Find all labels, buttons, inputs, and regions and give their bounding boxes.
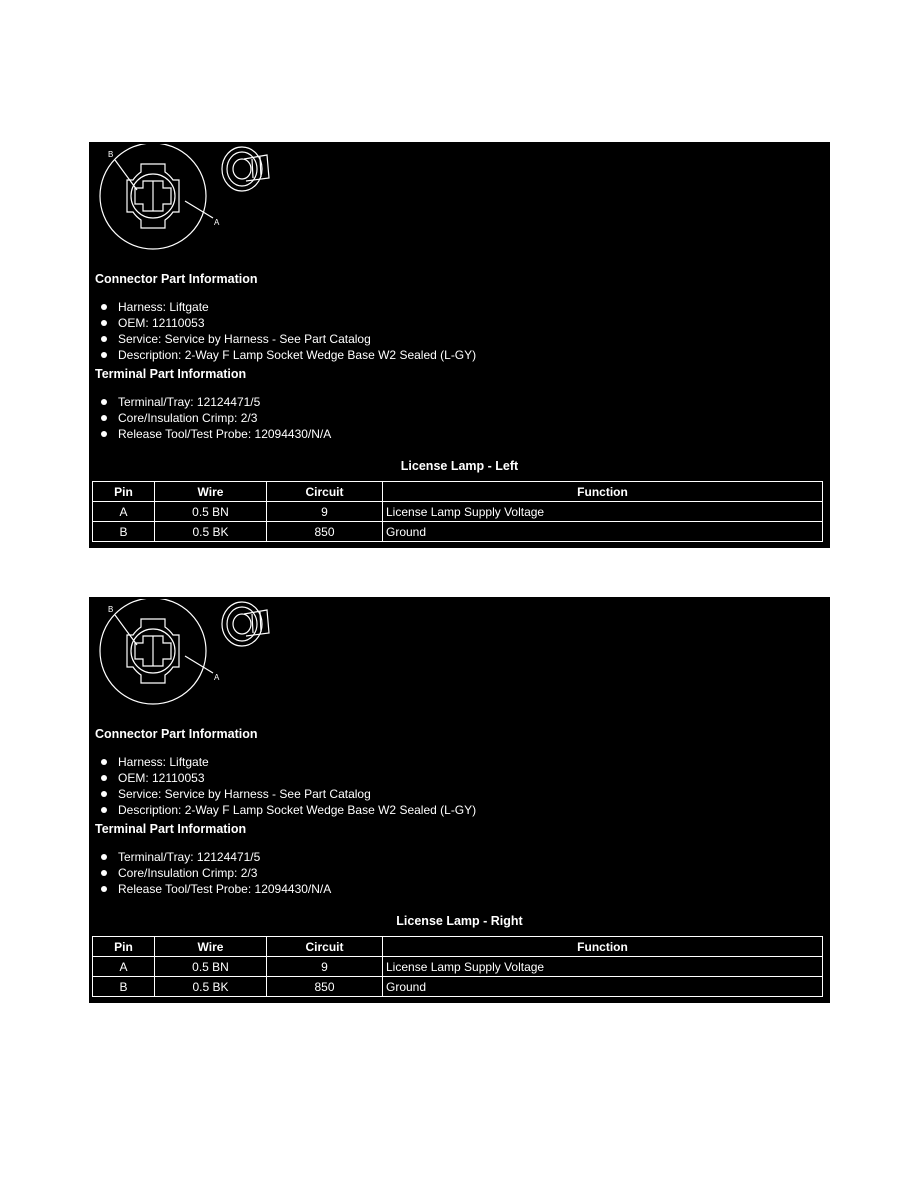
list-item: Harness: Liftgate (99, 299, 476, 315)
pin-a-label: A (214, 218, 220, 227)
cell-function: Ground (383, 522, 823, 542)
cell-wire: 0.5 BN (155, 502, 267, 522)
cell-pin: B (93, 522, 155, 542)
cell-wire: 0.5 BK (155, 522, 267, 542)
header-wire: Wire (155, 482, 267, 502)
terminal-part-info-title: Terminal Part Information (95, 822, 247, 836)
pin-table (92, 481, 823, 542)
cell-pin: A (93, 957, 155, 977)
connector-part-info-list (99, 299, 476, 363)
connector-part-info-title: Connector Part Information (95, 272, 258, 286)
connector-face-diagram (97, 599, 277, 709)
table-header-row (93, 937, 823, 957)
list-item: Service: Service by Harness - See Part Catalog (99, 331, 476, 347)
pin-a-label: A (214, 673, 220, 682)
terminal-part-info-list (99, 394, 331, 442)
cell-wire: 0.5 BK (155, 977, 267, 997)
terminal-part-info-title: Terminal Part Information (95, 367, 247, 381)
list-item: Service: Service by Harness - See Part Catalog (99, 786, 476, 802)
connector-panel-left (89, 142, 830, 548)
list-item: Terminal/Tray: 12124471/5 (99, 849, 331, 865)
header-wire: Wire (155, 937, 267, 957)
list-item: OEM: 12110053 (99, 770, 476, 786)
list-item: Release Tool/Test Probe: 12094430/N/A (99, 881, 331, 897)
header-circuit: Circuit (267, 937, 383, 957)
cell-pin: A (93, 502, 155, 522)
cell-circuit: 9 (267, 957, 383, 977)
cell-function: Ground (383, 977, 823, 997)
pin-table-title: License Lamp - Left (400, 459, 519, 473)
header-pin: Pin (93, 937, 155, 957)
pin-b-label: B (108, 150, 114, 159)
cell-circuit: 850 (267, 977, 383, 997)
cell-function: License Lamp Supply Voltage (383, 502, 823, 522)
connector-face-diagram (97, 144, 277, 254)
connector-panel-right (89, 597, 830, 1003)
header-function: Function (383, 937, 823, 957)
list-item: Core/Insulation Crimp: 2/3 (99, 410, 331, 426)
table-row (93, 957, 823, 977)
header-function: Function (383, 482, 823, 502)
list-item: Core/Insulation Crimp: 2/3 (99, 865, 331, 881)
connector-3d-icon (222, 602, 269, 646)
cell-function: License Lamp Supply Voltage (383, 957, 823, 977)
connector-part-info-list (99, 754, 476, 818)
list-item: Terminal/Tray: 12124471/5 (99, 394, 331, 410)
connector-part-info-title: Connector Part Information (95, 727, 258, 741)
list-item: Description: 2-Way F Lamp Socket Wedge Base W2 Sealed (L-GY) (99, 347, 476, 363)
pin-b-label: B (108, 605, 114, 614)
cell-wire: 0.5 BN (155, 957, 267, 977)
list-item: Harness: Liftgate (99, 754, 476, 770)
terminal-part-info-list (99, 849, 331, 897)
cell-pin: B (93, 977, 155, 997)
pin-table (92, 936, 823, 997)
table-row (93, 502, 823, 522)
list-item: OEM: 12110053 (99, 315, 476, 331)
connector-3d-icon (222, 147, 269, 191)
header-pin: Pin (93, 482, 155, 502)
list-item: Description: 2-Way F Lamp Socket Wedge Base W2 Sealed (L-GY) (99, 802, 476, 818)
cell-circuit: 850 (267, 522, 383, 542)
table-header-row (93, 482, 823, 502)
header-circuit: Circuit (267, 482, 383, 502)
cell-circuit: 9 (267, 502, 383, 522)
pin-table-title: License Lamp - Right (396, 914, 523, 928)
table-row (93, 522, 823, 542)
list-item: Release Tool/Test Probe: 12094430/N/A (99, 426, 331, 442)
table-row (93, 977, 823, 997)
